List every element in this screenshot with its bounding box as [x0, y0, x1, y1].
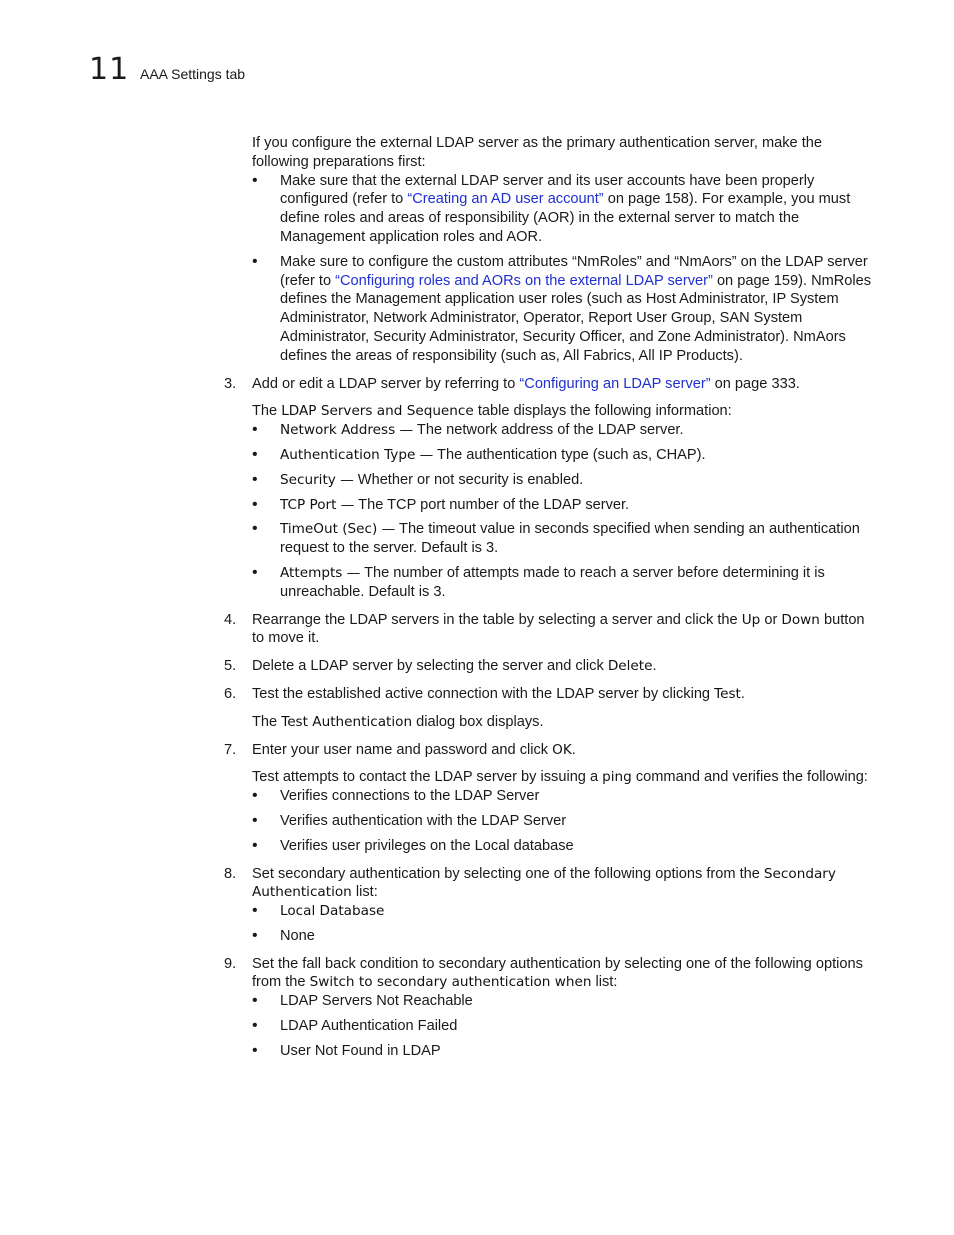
step-number: 4. [224, 611, 237, 628]
step-number: 3. [224, 375, 237, 392]
list-item: • Authentication Type — The authentication type (such as, CHAP). [252, 446, 874, 465]
list-item: • Network Address — The network address of the LDAP server. [252, 421, 874, 440]
list-item: • Verifies user privileges on the Local database [252, 837, 874, 856]
ui-delete-button-ref: Delete [607, 658, 653, 675]
preparation-list [252, 172, 874, 366]
link-configuring-roles-aors[interactable]: “Configuring roles and AORs on the external LDAP server” [335, 272, 713, 289]
list-item: • Verifies authentication with the LDAP Server [252, 812, 874, 831]
list-item: • TCP Port — The TCP port number of the LDAP server. [252, 496, 874, 515]
step-number: 7. [224, 741, 237, 758]
page-content [224, 134, 874, 1061]
list-item: • Security — Whether or not security is enabled. [252, 471, 874, 490]
step-number: 5. [224, 658, 237, 675]
list-item: • None [252, 927, 874, 946]
link-configuring-ldap-server[interactable]: “Configuring an LDAP server” [519, 375, 711, 392]
step-8: 8. Set secondary authentication by selecting one of the following options from the Secondary Authentication list: [224, 865, 836, 901]
step-3: 3. Add or edit a LDAP server by referring to “Configuring an LDAP server” on page 333. The LDAP Servers and Sequence table displays the following information: [224, 375, 800, 420]
intro-paragraph: If you configure the external LDAP server as the primary authentication server, make the following preparations first: [252, 135, 822, 170]
step-number: 6. [224, 685, 237, 702]
list-item: • TimeOut (Sec) — The timeout value in seconds specified when sending an authentication request to the server. Default is 3. [252, 520, 874, 558]
chapter-title: AAA Settings tab [140, 66, 246, 82]
list-item: • LDAP Authentication Failed [252, 1017, 874, 1036]
list-item: • Make sure to configure the custom attributes “NmRoles” and “NmAors” on the LDAP server (refer to “Configuring roles and AORs on the external LDAP server” on page 159). NmRoles defines the Management application user roles (such as Host Administrator, IP System Administrator, Network Administrator, Operator, Report User Group, SAN System Administrator, Security Administrator, Security Officer, and Zone Administrator). NmAors defines the areas of responsibility (such as, All Fabrics, All IP Products). [252, 253, 874, 366]
list-item: • Verifies connections to the LDAP Server [252, 787, 874, 806]
step-number: 8. [224, 865, 237, 882]
ui-secondary-authentication-ref: Secondary Authentication [252, 865, 836, 901]
ui-ok-button-ref: OK [552, 741, 572, 758]
ui-ldap-servers-table: LDAP Servers and Sequence [281, 403, 474, 420]
ui-down-button-ref: Down [781, 611, 820, 628]
step-9: 9. Set the fall back condition to secondary authentication by selecting one of the following options from the Switch to secondary authentication when list: [224, 955, 863, 991]
ui-test-button-ref: Test [714, 685, 741, 702]
secondary-options-list [252, 902, 874, 946]
step-5: 5. Delete a LDAP server by selecting the server and click Delete. [224, 658, 657, 675]
step-number: 9. [224, 955, 237, 972]
table-fields-list [252, 421, 874, 601]
list-item: • Attempts — The number of attempts made to reach a server before determining it is unreachable. Default is 3. [252, 564, 874, 602]
ui-switch-secondary-ref: Switch to secondary authentication when [309, 974, 592, 991]
list-item: • LDAP Servers Not Reachable [252, 992, 874, 1011]
list-item: • User Not Found in LDAP [252, 1042, 874, 1061]
ui-ping-ref: ping [602, 769, 632, 786]
step-7: 7. Enter your user name and password and click OK. Test attempts to contact the LDAP server by issuing a ping command and verifies the following: [224, 741, 868, 786]
link-creating-ad-user-account[interactable]: “Creating an AD user account” [407, 191, 604, 208]
verification-list [252, 787, 874, 855]
list-item: • Local Database [252, 902, 874, 921]
ui-test-authentication-ref: Test Authentication [281, 713, 413, 730]
fallback-options-list [252, 992, 874, 1060]
ui-up-button-ref: Up [741, 611, 761, 628]
step-4: 4. Rearrange the LDAP servers in the table by selecting a server and click the Up or Down button to move it. [224, 611, 865, 647]
step-6: 6. Test the established active connection with the LDAP server by clicking Test. The Test Authentication dialog box displays. [224, 685, 745, 730]
list-item: • Make sure that the external LDAP server and its user accounts have been properly configured (refer to “Creating an AD user account” on page 158). For example, you must define roles and areas of responsibility (AOR) in the external server to match the Management application roles and AOR. [252, 172, 874, 247]
chapter-number: 11 [89, 52, 130, 87]
